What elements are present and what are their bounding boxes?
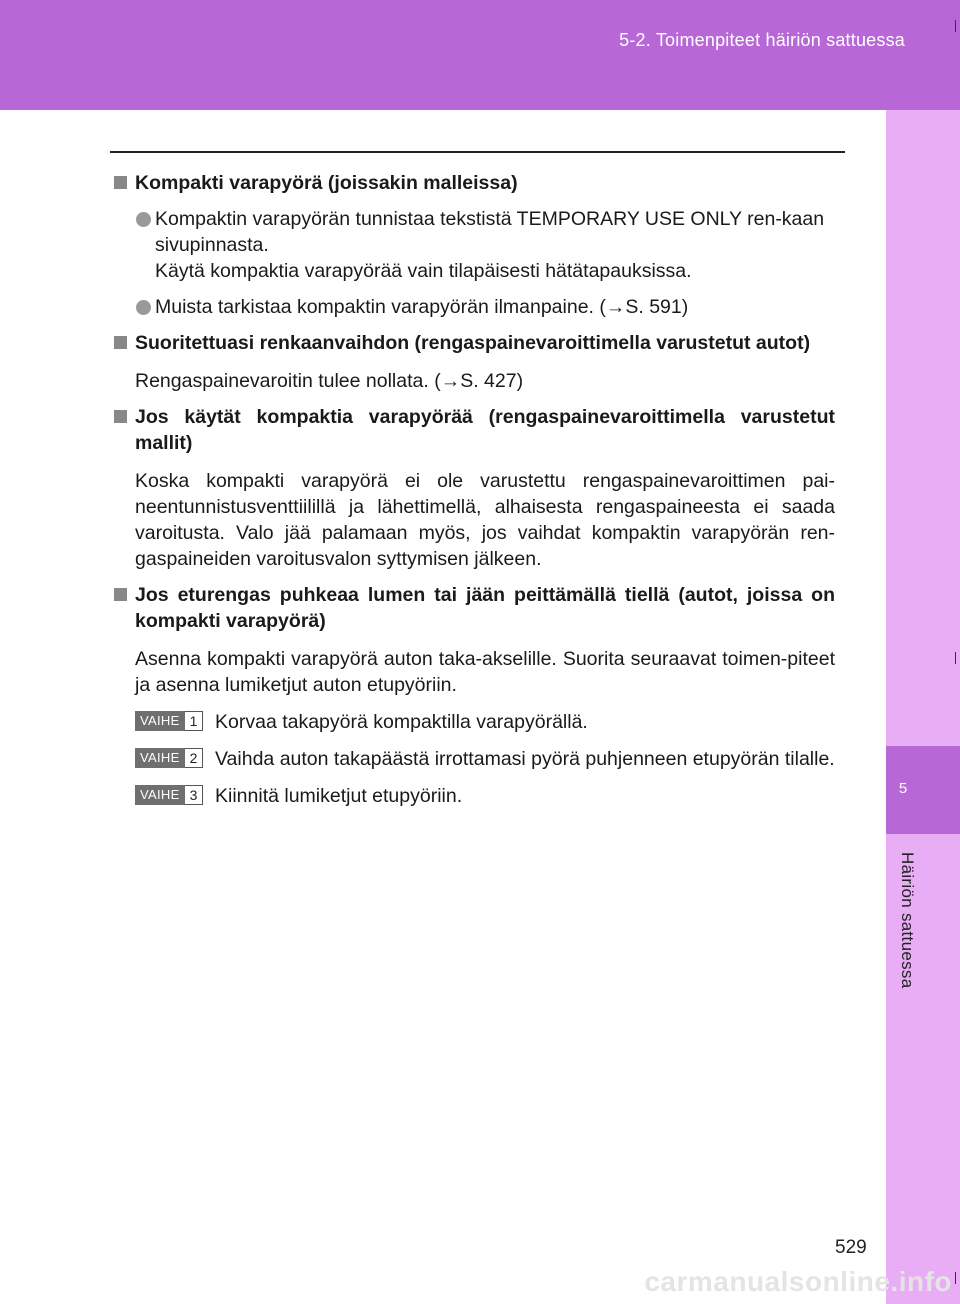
section-paragraph: Rengaspainevaroitin tulee nollata. (→S. 427) [135,370,524,392]
section-paragraph: Koska kompakti varapyörä ei ole varustettu rengaspainevaroittimen pai-neentunnistusventtiilillä ja lähettimellä, alhaisesta rengaspaineesta ei saada varoitusta. Valo jää palamaan myös, jos vaihdat kompaktin varapyörän ren-gaspaineiden varoitusvalon syttymisen jälkeen. [135,470,835,570]
circle-bullet-icon [136,212,151,227]
bullet-text-note: Käytä kompaktia varapyörää vain tilapäisesti hätätapauksissa. [155,260,692,282]
square-bullet-icon [114,588,127,601]
step-item [110,783,835,809]
square-bullet-icon [114,176,127,189]
bullet-text: Kompaktin varapyörän tunnistaa tekstistä TEMPORARY USE ONLY ren-kaan sivupinnasta. [155,208,825,256]
section-paragraph: Asenna kompakti varapyörä auton taka-akselille. Suorita seuraavat toimen-piteet ja asenna lumiketjut auton etupyöriin. [135,648,835,696]
step-badge: VAIHE 3 [135,785,203,805]
page-content [110,170,835,809]
circle-bullet-icon [136,300,151,315]
list-item [110,206,835,284]
watermark: carmanualsonline.info [644,1266,952,1297]
step-badge: VAIHE 1 [135,711,203,731]
step-text: Vaihda auton takapäästä irrottamasi pyörä puhjenneen etupyörän tilalle. [215,748,835,770]
chapter-side-strip [886,110,960,1304]
crop-mark [955,20,956,32]
section-heading: Kompakti varapyörä (joissakin malleissa) [110,170,835,196]
page-number: 529 [835,1237,867,1258]
step-item [110,746,835,772]
section-heading: Suoritettuasi renkaanvaihdon (rengaspainevaroittimella varustetut autot) [110,330,835,356]
header-bar [0,0,960,110]
crop-mark [955,652,956,664]
crop-mark [955,1272,956,1284]
section-heading: Jos eturengas puhkeaa lumen tai jään peittämällä tiellä (autot, joissa on kompakti varapyörä) [110,582,835,634]
section-title: 5-2. Toimenpiteet häiriön sattuessa [619,30,905,50]
chapter-label: Häiriön sattuessa [898,852,917,989]
step-item [110,709,835,735]
bullet-text: Muista tarkistaa kompaktin varapyörän ilmanpaine. (→S. 591) [155,296,689,318]
step-text: Korvaa takapyörä kompaktilla varapyörällä. [215,711,588,733]
chapter-number: 5 [898,780,908,797]
list-item [110,294,835,320]
square-bullet-icon [114,336,127,349]
step-text: Kiinnitä lumiketjut etupyöriin. [215,785,463,807]
top-rule [110,151,845,153]
step-badge: VAIHE 2 [135,748,203,768]
section-heading: Jos käytät kompaktia varapyörää (rengaspainevaroittimella varustetut mallit) [110,404,835,456]
square-bullet-icon [114,410,127,423]
